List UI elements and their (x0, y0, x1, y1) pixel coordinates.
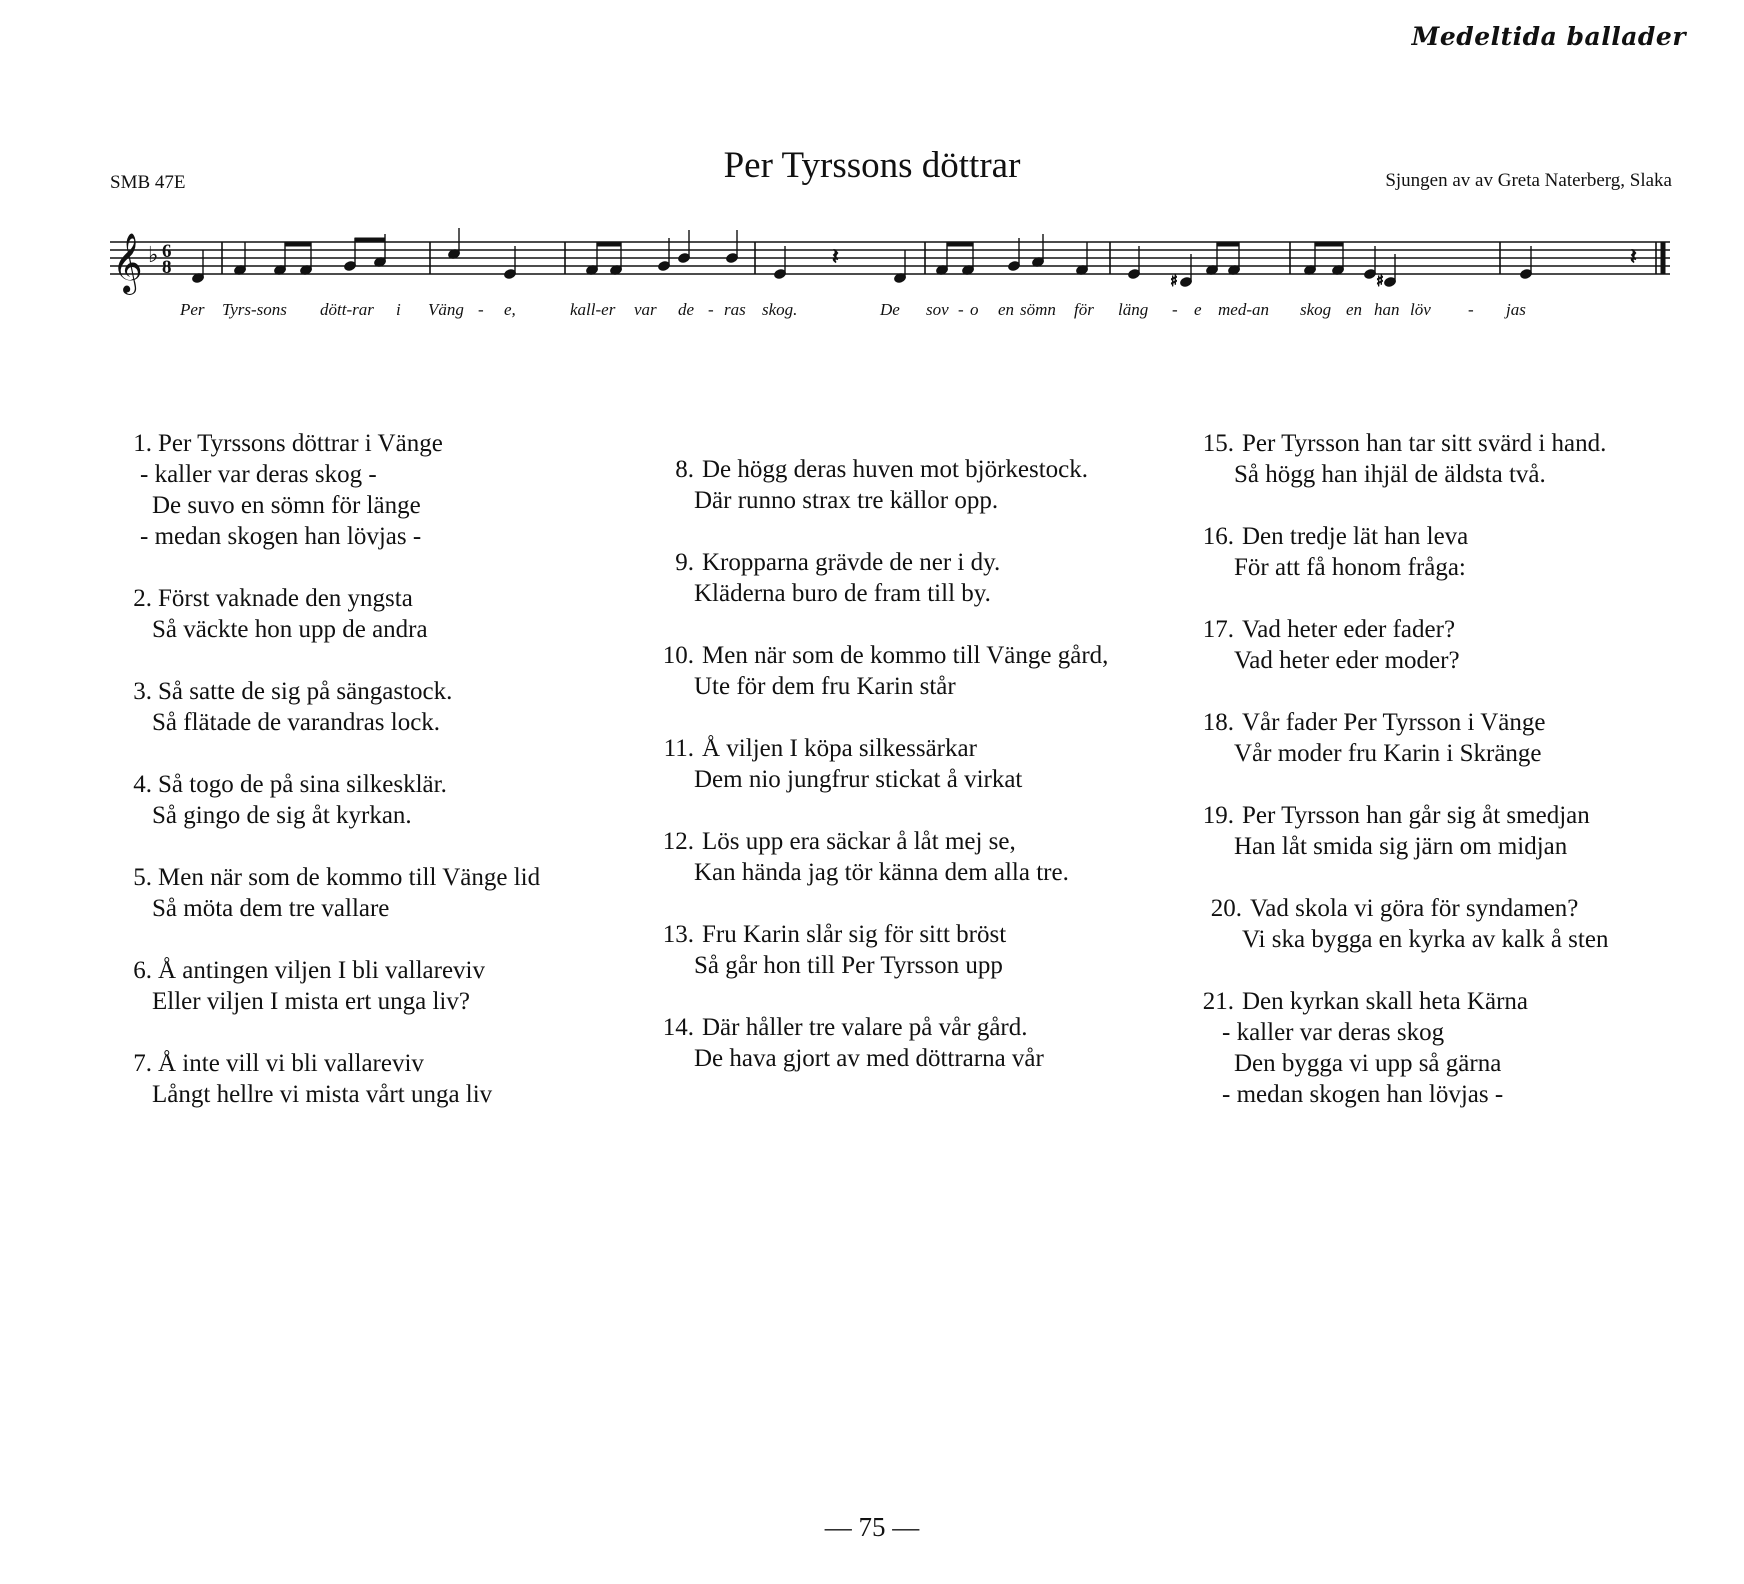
verse-11 (654, 733, 1174, 795)
flat-icon: ♭ (148, 243, 159, 268)
verse-line: Vad heter eder moder? (1234, 647, 1460, 674)
lyric-syllable-12: skog. (762, 300, 798, 319)
verse-15 (1194, 428, 1714, 490)
note-beam (285, 242, 311, 246)
verse-9 (654, 547, 1174, 609)
verse-number: 18. (1202, 709, 1234, 736)
verse-line: Men när som de kommo till Vänge gård, (702, 642, 1109, 669)
verse-line: Per Tyrsson han tar sitt svärd i hand. (1242, 430, 1607, 457)
lyric-syllable-24: skog (1300, 300, 1332, 319)
verse-number: 20. (1210, 895, 1242, 922)
svg-text:8: 8 (162, 257, 172, 278)
lyric-syllable-6: e, (504, 300, 516, 319)
verse-line: Kläderna buro de fram till by. (694, 580, 991, 607)
verse-line: Per Tyrsson han går sig åt smedjan (1242, 802, 1590, 829)
verse-line: Men när som de kommo till Vänge lid (158, 864, 541, 891)
verse-number: 9. (675, 549, 694, 576)
verse-number: 1. (133, 430, 152, 457)
note-beam (1315, 242, 1343, 246)
verse-7 (122, 1048, 642, 1110)
lyric-syllable-14: sov (926, 300, 949, 319)
verse-column-3 (1194, 428, 1714, 1141)
verse-12 (654, 826, 1174, 888)
svg-text:6: 6 (162, 241, 172, 262)
verse-2 (122, 583, 642, 645)
verse-line: Den kyrkan skall heta Kärna (1242, 988, 1528, 1015)
verse-line: Eller viljen I mista ert unga liv? (152, 988, 470, 1015)
verse-line: För att få honom fråga: (1234, 554, 1466, 581)
lyric-syllable-20: läng (1118, 300, 1149, 319)
verse-number: 4. (133, 771, 152, 798)
verse-line: Ute för dem fru Karin står (694, 673, 956, 700)
lyric-syllable-13: De (880, 300, 900, 319)
verse-8 (654, 454, 1174, 516)
verse-line: Så väckte hon upp de andra (152, 616, 428, 643)
sharp-icon: ♯ (1170, 271, 1178, 290)
verse-line: Så gingo de sig åt kyrkan. (152, 802, 412, 829)
lyric-syllable-18: sömn (1020, 300, 1056, 319)
verse-line: Så möta dem tre vallare (152, 895, 390, 922)
verse-number: 2. (133, 585, 152, 612)
verse-number: 3. (133, 678, 152, 705)
verse-number: 16. (1202, 523, 1234, 550)
lyric-syllable-9: de (678, 300, 695, 319)
verse-13 (654, 919, 1174, 981)
verse-line: Å antingen viljen I bli vallareviv (158, 957, 485, 984)
verse-line: Vår moder fru Karin i Skränge (1234, 740, 1542, 767)
verse-number: 6. (133, 957, 152, 984)
verse-line: Vad skola vi göra för syndamen? (1250, 895, 1579, 922)
lyric-syllable-4: Väng (428, 300, 464, 319)
verse-number: 11. (663, 735, 694, 762)
page-number: — 75 — (824, 1512, 920, 1542)
section-label: Medeltida ballader (1411, 22, 1686, 51)
verse-line: - medan skogen han lövjas - (140, 523, 422, 550)
lyric-syllable-26: han (1374, 300, 1400, 319)
verse-3 (122, 676, 642, 738)
verse-20 (1202, 893, 1714, 955)
quarter-rest-icon: 𝄽 (832, 245, 839, 270)
verse-4 (122, 769, 642, 831)
lyric-syllable-5: - (478, 300, 484, 319)
lyric-syllable-7: kall-er (570, 300, 616, 319)
verse-16 (1194, 521, 1714, 583)
verse-21 (1194, 986, 1714, 1110)
treble-clef-icon: 𝄞 (112, 233, 143, 293)
verse-number: 10. (662, 642, 694, 669)
verse-number: 21. (1202, 988, 1234, 1015)
verse-line: Först vaknade den yngsta (158, 585, 413, 612)
lyric-syllable-10: - (708, 300, 714, 319)
verse-number: 7. (133, 1050, 152, 1077)
song-title: Per Tyrssons döttrar (723, 145, 1021, 186)
verse-line: - medan skogen han lövjas - (1222, 1081, 1504, 1108)
lyric-syllable-0: Per (180, 300, 205, 319)
verse-number: 8. (675, 456, 694, 483)
lyric-syllable-15: - (958, 300, 964, 319)
lyric-syllable-11: ras (724, 300, 746, 319)
verse-line: De högg deras huven mot björkestock. (702, 456, 1089, 483)
verse-6 (122, 955, 642, 1017)
verse-line: Så togo de på sina silkesklär. (158, 771, 447, 798)
verse-17 (1194, 614, 1714, 676)
verse-line: De hava gjort av med döttrarna vår (694, 1045, 1044, 1072)
verse-10 (654, 640, 1174, 702)
lyric-syllable-23: med-an (1218, 300, 1269, 319)
verse-line: Den tredje lät han leva (1242, 523, 1469, 550)
lyric-syllable-19: för (1074, 300, 1094, 319)
verse-line: Långt hellre vi mista vårt unga liv (152, 1081, 493, 1108)
verse-5 (122, 862, 642, 924)
verse-line: Så går hon till Per Tyrsson upp (694, 952, 1003, 979)
verse-line: Där runno strax tre källor opp. (694, 487, 999, 514)
verse-line: Å viljen I köpa silkessärkar (702, 735, 977, 762)
verse-line: Vi ska bygga en kyrka av kalk å sten (1242, 926, 1609, 953)
lyric-syllable-17: en (998, 300, 1015, 319)
lyric-syllable-22: e (1194, 300, 1202, 319)
note-beam (947, 242, 973, 246)
singer-credit: Sjungen av av Greta Naterberg, Slaka (1385, 170, 1672, 191)
note-beam (597, 242, 621, 246)
note-beam (1217, 242, 1239, 246)
verse-line: Vår fader Per Tyrsson i Vänge (1242, 709, 1546, 736)
sharp-icon: ♯ (1376, 271, 1384, 290)
verse-1 (122, 428, 642, 552)
verse-column-1 (122, 428, 642, 1141)
verse-line: Kan hända jag tör känna dem alla tre. (694, 859, 1069, 886)
verse-line: Så satte de sig på sängastock. (158, 678, 453, 705)
verse-18 (1194, 707, 1714, 769)
lyric-syllable-8: var (634, 300, 657, 319)
verse-number: 14. (662, 1014, 694, 1041)
verse-line: - kaller var deras skog (1222, 1019, 1445, 1046)
quarter-rest-icon: 𝄽 (1630, 245, 1637, 270)
verse-number: 15. (1202, 430, 1234, 457)
lyric-syllable-16: o (970, 300, 979, 319)
verse-number: 13. (662, 921, 694, 948)
verse-line: Så högg han ihjäl de äldsta två. (1234, 461, 1546, 488)
lyric-syllable-1: Tyrs-sons (222, 300, 287, 319)
notes (191, 228, 1636, 290)
music-staff (110, 228, 1670, 298)
verse-line: Fru Karin slår sig för sitt bröst (702, 921, 1007, 948)
verse-column-2 (654, 454, 1174, 1105)
verse-line: Lös upp era säckar å låt mej se, (702, 828, 1016, 855)
note-beam (355, 238, 385, 242)
lyric-syllable-25: en (1346, 300, 1363, 319)
verse-number: 17. (1202, 616, 1234, 643)
lyric-syllable-27: löv (1410, 300, 1431, 319)
verse-number: 19. (1202, 802, 1234, 829)
verse-14 (654, 1012, 1174, 1074)
verse-line: Han låt smida sig järn om midjan (1234, 833, 1568, 860)
verse-line: Dem nio jungfrur stickat å virkat (694, 766, 1023, 793)
verse-line: Kropparna grävde de ner i dy. (702, 549, 1001, 576)
verse-number: 12. (662, 828, 694, 855)
lyric-syllable-21: - (1172, 300, 1178, 319)
verse-19 (1194, 800, 1714, 862)
verse-line: De suvo en sömn för länge (152, 492, 421, 519)
verse-line: Så flätade de varandras lock. (152, 709, 441, 736)
lyric-syllable-3: i (396, 300, 401, 319)
catalog-id: SMB 47E (110, 172, 186, 193)
verse-line: - kaller var deras skog - (140, 461, 377, 488)
verse-line: Per Tyrssons döttrar i Vänge (158, 430, 443, 457)
lyric-syllable-2: dött-rar (320, 300, 374, 319)
verse-line: Vad heter eder fader? (1242, 616, 1456, 643)
verse-line: Den bygga vi upp så gärna (1234, 1050, 1502, 1077)
lyric-syllable-28: - (1468, 300, 1474, 319)
verse-number: 5. (133, 864, 152, 891)
lyric-syllable-29: jas (1506, 300, 1526, 319)
verse-line: Där håller tre valare på vår gård. (702, 1014, 1028, 1041)
verse-line: Å inte vill vi bli vallareviv (158, 1050, 424, 1077)
